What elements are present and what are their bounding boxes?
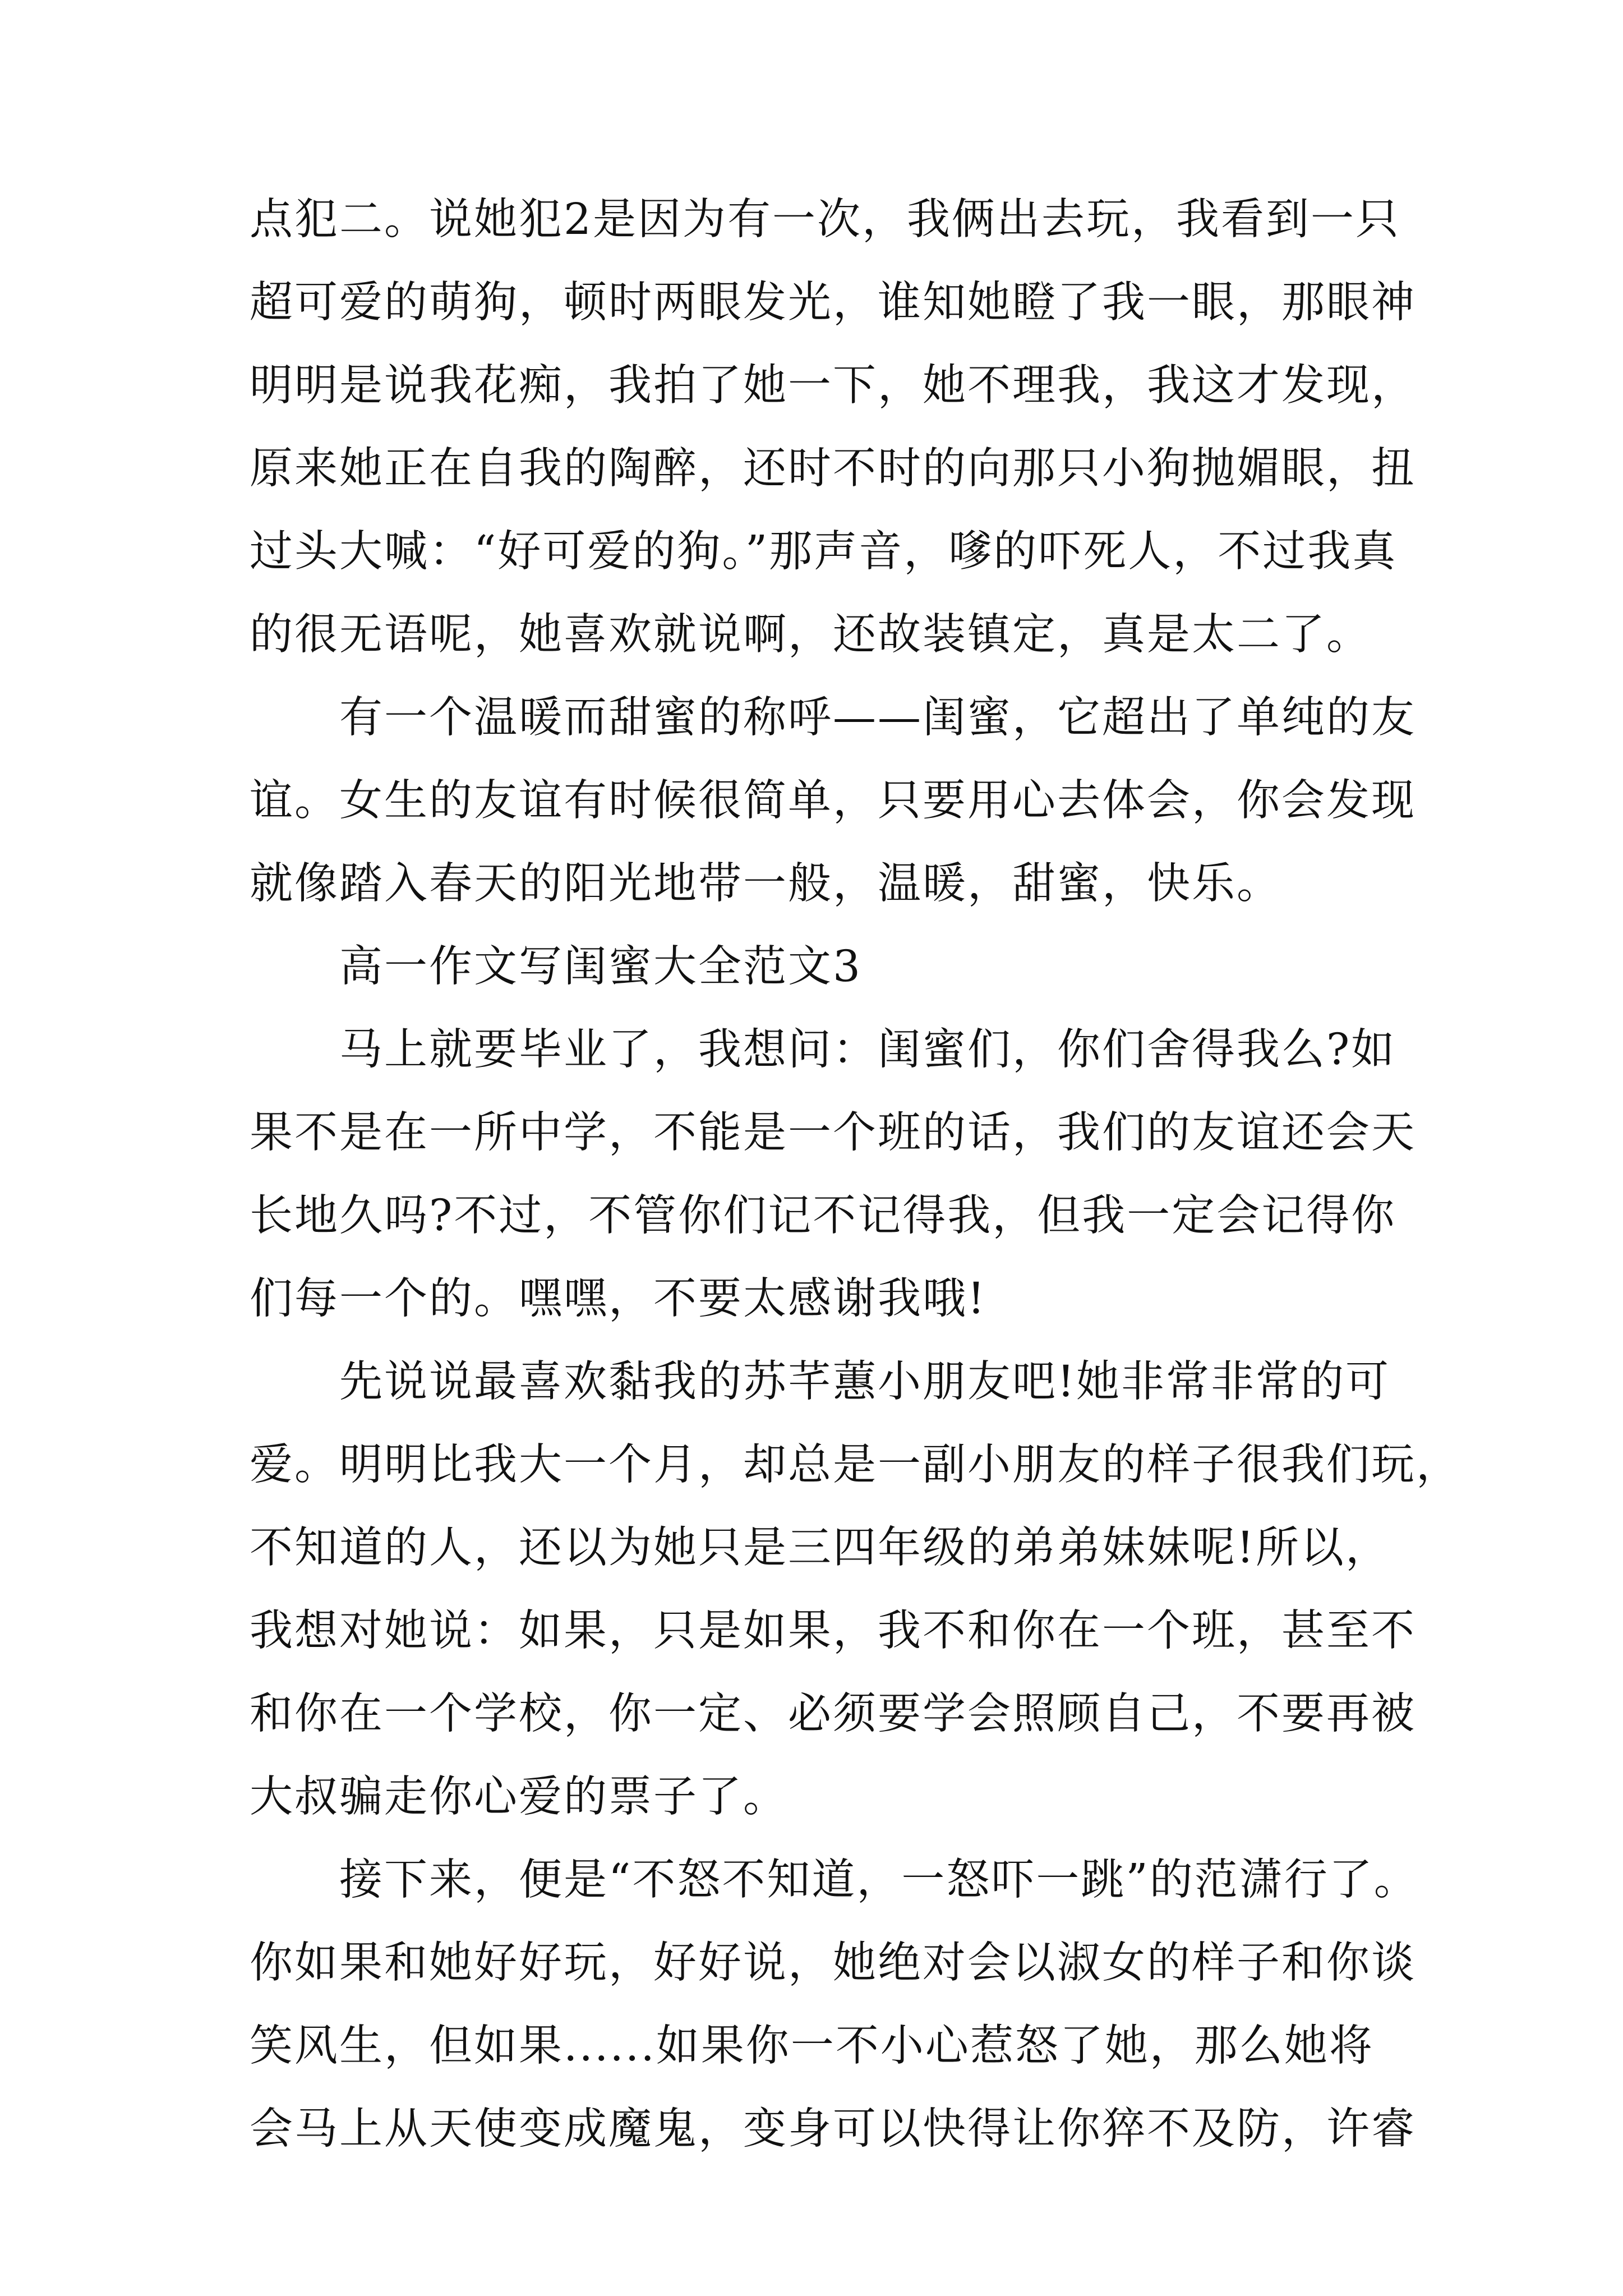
text-line: 的很无语呢，她喜欢就说啊，还故装镇定，真是太二了。	[250, 610, 1371, 660]
text-line: 谊。女生的友谊有时候很简单，只要用心去体会，你会发现	[250, 776, 1416, 826]
text-line: 长地久吗?不过，不管你们记不记得我，但我一定会记得你	[250, 1191, 1396, 1241]
text-line: 果不是在一所中学，不能是一个班的话，我们的友谊还会天	[250, 1108, 1416, 1158]
text-line: 和你在一个学校，你一定、必须要学会照顾自己，不要再被	[250, 1689, 1416, 1739]
text-line: 大叔骗走你心爱的票子了。	[250, 1772, 788, 1822]
paragraph-first-line: 马上就要毕业了，我想问：闺蜜们，你们舍得我么?如	[339, 1025, 1396, 1075]
paragraph-first-line: 先说说最喜欢黏我的苏芊蕙小朋友吧!她非常非常的可	[339, 1357, 1390, 1407]
document-body	[250, 178, 1461, 2171]
text-line: 我想对她说：如果，只是如果，我不和你在一个班，甚至不	[250, 1606, 1416, 1656]
paragraph-first-line: 接下来，便是“不怒不知道，一怒吓一跳”的范潇行了。	[339, 1855, 1419, 1905]
text-line: 们每一个的。嘿嘿，不要太感谢我哦!	[250, 1274, 986, 1324]
text-line: 就像踏入春天的阳光地带一般，温暖，甜蜜，快乐。	[250, 859, 1281, 909]
text-line: 你如果和她好好玩，好好说，她绝对会以淑女的样子和你谈	[250, 1938, 1416, 1988]
text-line: 会马上从天使变成魔鬼，变身可以快得让你猝不及防，许睿	[250, 2104, 1416, 2154]
text-line: 过头大喊：“好可爱的狗。”那声音，嗲的吓死人，不过我真	[250, 527, 1398, 577]
text-line: 超可爱的萌狗，顿时两眼发光，谁知她瞪了我一眼，那眼神	[250, 278, 1416, 328]
section-heading: 高一作文写闺蜜大全范文3	[339, 942, 862, 992]
paragraph-first-line: 有一个温暖而甜蜜的称呼——闺蜜，它超出了单纯的友	[339, 693, 1416, 743]
text-line: 明明是说我花痴，我拍了她一下，她不理我，我这才发现，	[250, 361, 1416, 411]
text-line: 爱。明明比我大一个月，却总是一副小朋友的样子很我们玩，	[250, 1440, 1461, 1490]
text-line: 点犯二。说她犯2是因为有一次，我俩出去玩，我看到一只	[250, 195, 1400, 245]
text-line: 不知道的人，还以为她只是三四年级的弟弟妹妹呢!所以，	[250, 1523, 1390, 1573]
text-line: 原来她正在自我的陶醉，还时不时的向那只小狗抛媚眼，扭	[250, 444, 1416, 494]
text-line: 笑风生，但如果......如果你一不小心惹怒了她，那么她将	[250, 2021, 1374, 2071]
